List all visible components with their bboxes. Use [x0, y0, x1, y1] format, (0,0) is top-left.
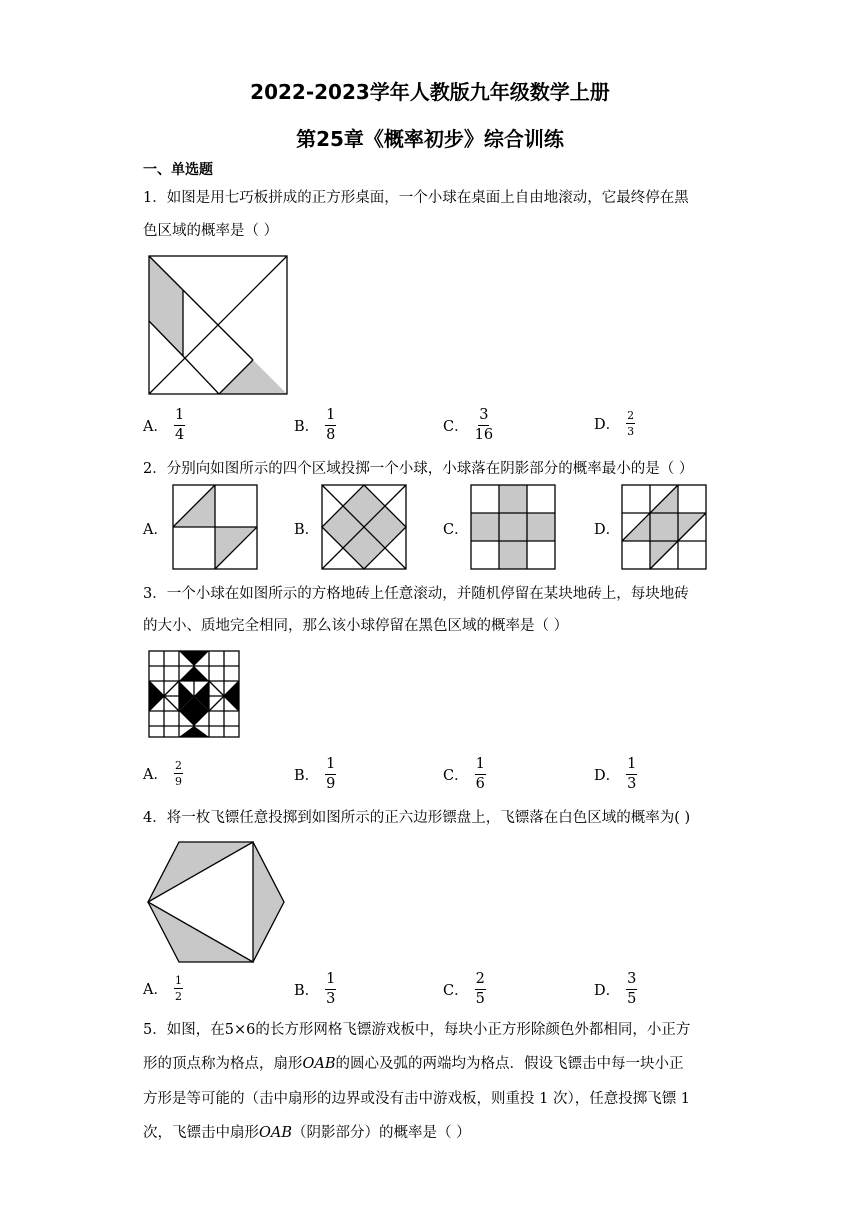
q1-option-c[interactable]: [443, 408, 493, 442]
fraction-denominator: 8: [326, 426, 336, 443]
q4-option-d-label: D．: [594, 982, 621, 999]
q1-option-c-fraction: [475, 408, 493, 442]
q3-option-a-fraction: [174, 760, 183, 787]
q4-option-b-fraction: [325, 972, 336, 1006]
q3-option-b-fraction: [325, 757, 336, 791]
q2-option-c-label[interactable]: C．: [443, 522, 469, 538]
q3-tile-figure: [146, 648, 242, 740]
q4-option-a[interactable]: [143, 975, 183, 1002]
fraction-numerator: 1: [174, 408, 185, 426]
q4-option-a-fraction: [174, 975, 183, 1002]
q1-option-d-fraction: [626, 410, 635, 437]
fraction-denominator: 3: [627, 425, 635, 438]
q4-option-c[interactable]: [443, 972, 486, 1006]
q3-option-b-label: B．: [294, 767, 320, 784]
fraction-denominator: 3: [627, 775, 637, 792]
fraction-numerator: 1: [325, 972, 336, 990]
fraction-denominator: 4: [174, 426, 185, 443]
q4-option-d-fraction: [626, 972, 637, 1006]
q1-text-line2: 色区域的概率是（ ）: [143, 223, 279, 239]
q3-option-b[interactable]: [294, 757, 336, 791]
title-chapter: 第25章《概率初步》综合训练: [296, 127, 564, 151]
q2-option-a-label[interactable]: A．: [143, 522, 168, 538]
q3-text-line2: 的大小、质地完全相同，那么该小球停留在黑色区域的概率是（ ）: [143, 618, 569, 634]
fraction-numerator: 1: [325, 757, 336, 775]
fraction-numerator: 2: [174, 759, 182, 772]
q3-option-d-label: D．: [594, 767, 621, 784]
q4-option-c-fraction: [475, 972, 486, 1006]
q5-text-line2: [143, 1052, 684, 1073]
q3-option-c[interactable]: [443, 757, 486, 791]
q4-option-d[interactable]: [594, 972, 637, 1006]
q5-text-line3: 方形是等可能的（击中扇形的边界或没有击中游戏板，则重投 1 次），任意投掷飞镖 1: [143, 1091, 691, 1107]
fraction-numerator: 1: [626, 757, 637, 775]
title-main: 2022-2023学年人教版九年级数学上册: [250, 80, 610, 104]
fraction-denominator: 5: [475, 990, 485, 1007]
q5-text-line1: 5．如图，在5×6的长方形网格飞镖游戏板中，每块小正方形除颜色外都相同，小正方: [143, 1022, 691, 1038]
fraction-denominator: 9: [174, 775, 182, 788]
q3-option-c-fraction: [475, 757, 486, 791]
q1-option-d[interactable]: [594, 410, 635, 437]
fraction-denominator: 6: [475, 775, 485, 792]
q2-option-d-label[interactable]: D．: [594, 522, 621, 538]
q1-option-a[interactable]: [143, 408, 185, 442]
q3-option-a-label: A．: [143, 767, 168, 783]
q4-hexagon-figure: [146, 840, 286, 964]
q1-option-b-fraction: [325, 408, 336, 442]
fraction-numerator: 3: [478, 408, 489, 426]
q4-option-b-label: B．: [294, 982, 320, 999]
q2-figure-a: [172, 484, 258, 570]
q1-option-a-label: A．: [143, 418, 168, 435]
q5-text-line4-part2: （阴影部分）的概率是（ ）: [292, 1125, 471, 1141]
fraction-numerator: 1: [174, 974, 182, 987]
q5-sector-name: OAB: [259, 1125, 293, 1141]
fraction-denominator: 2: [174, 990, 182, 1003]
q5-text-line2-part1: 形的顶点称为格点，扇形: [143, 1056, 303, 1072]
q4-option-a-label: A．: [143, 982, 168, 998]
q3-option-a[interactable]: [143, 760, 183, 787]
q2-figure-c: [470, 484, 556, 570]
q2-text-line1: 2．分别向如图所示的四个区域投掷一个小球，小球落在阴影部分的概率最小的是（ ）: [143, 461, 694, 477]
fraction-denominator: 3: [326, 990, 336, 1007]
fraction-numerator: 2: [627, 409, 635, 422]
q1-option-d-label: D．: [594, 417, 621, 433]
q2-figure-b: [321, 484, 407, 570]
q1-option-b[interactable]: [294, 408, 336, 442]
q2-option-b-label[interactable]: B．: [294, 522, 320, 538]
q3-option-d-fraction: [626, 757, 637, 791]
q5-sector-name: OAB: [302, 1056, 336, 1072]
fraction-numerator: 1: [325, 408, 336, 426]
q5-text-line2-part2: 的圆心及弧的两端均为格点．假设飞镖击中每一块小正: [335, 1056, 684, 1072]
section-heading: 一、单选题: [143, 162, 213, 178]
fraction-denominator: 16: [474, 426, 494, 443]
q1-option-c-label: C．: [443, 418, 469, 435]
q5-text-line4: [143, 1121, 471, 1142]
q3-option-d[interactable]: [594, 757, 637, 791]
q4-option-c-label: C．: [443, 982, 469, 999]
fraction-numerator: 2: [475, 972, 486, 990]
q2-figure-d: [621, 484, 707, 570]
fraction-numerator: 1: [475, 757, 486, 775]
q1-text-line1: 1．如图是用七巧板拼成的正方形桌面，一个小球在桌面上自由地滚动，它最终停在黑: [143, 190, 689, 206]
fraction-numerator: 3: [626, 972, 637, 990]
q3-option-c-label: C．: [443, 767, 469, 784]
q3-text-line1: 3．一个小球在如图所示的方格地砖上任意滚动，并随机停留在某块地砖上，每块地砖: [143, 586, 689, 602]
fraction-denominator: 5: [627, 990, 637, 1007]
q1-tangram-figure: [146, 253, 292, 397]
q1-option-a-fraction: [174, 408, 185, 442]
q4-text-line1: 4．将一枚飞镖任意投掷到如图所示的正六边形镖盘上，飞镖落在白色区域的概率为( ): [143, 810, 691, 826]
q5-text-line4-part1: 次，飞镖击中扇形: [143, 1125, 259, 1141]
q1-option-b-label: B．: [294, 418, 320, 435]
q4-option-b[interactable]: [294, 972, 336, 1006]
fraction-denominator: 9: [326, 775, 336, 792]
